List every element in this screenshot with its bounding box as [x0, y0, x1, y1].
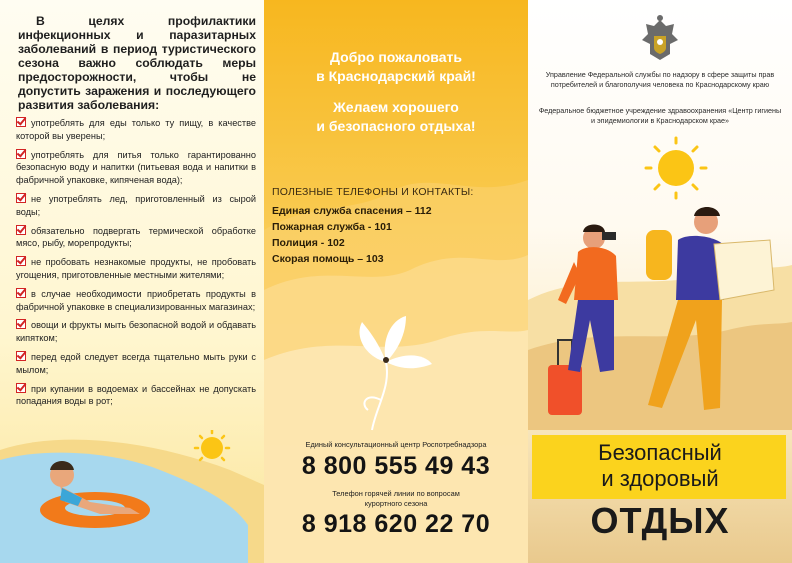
hikers-illustration	[528, 0, 792, 430]
tip-text: овощи и фрукты мыть безопасной водой и обдавать кипятком;	[16, 320, 256, 344]
contact-item: Единая служба спасения – 112	[272, 205, 432, 217]
tip-text: употреблять для питья только гарантированно безопасную воду и напитки (питьевая вода и напитки в фабричной упаковке, кипяченая вода);	[16, 149, 256, 186]
tip-text: в случае необходимости приобретать продукты в фабричной упаковке в специализированных магазинах;	[16, 288, 256, 312]
wish-text	[264, 98, 528, 136]
checkbox-icon	[16, 117, 26, 127]
checkbox-icon	[16, 225, 26, 235]
tip-text: перед едой следует всегда тщательно мыть руки с мылом;	[16, 351, 256, 375]
org-name-rospotrebnadzor: Управление Федеральной службы по надзору в сфере защиты прав потребителей и благополучия человека по Краснодарскому краю	[545, 70, 775, 89]
list-item	[16, 288, 256, 314]
list-item	[16, 225, 256, 251]
swimmer-illustration	[0, 430, 264, 563]
sun-icon	[646, 138, 706, 198]
title-line: Безопасный	[598, 440, 722, 465]
middle-panel	[264, 0, 528, 563]
org-name-center: Федеральное бюджетное учреждение здравоохранения «Центр гигиены и эпидемиологии в Краснодарском крае»	[538, 106, 782, 125]
checkbox-icon	[16, 319, 26, 329]
consult-phone[interactable]: 8 800 555 49 43	[301, 452, 491, 480]
list-item	[16, 351, 256, 377]
title-main: ОТДЫХ	[590, 500, 730, 541]
checkbox-icon	[16, 193, 26, 203]
list-item	[16, 256, 256, 282]
wish-line: Желаем хорошего	[333, 99, 459, 115]
checkbox-icon	[16, 149, 26, 159]
checkbox-icon	[16, 256, 26, 266]
tip-text: употреблять для еды только ту пищу, в качестве которой вы уверены;	[16, 118, 256, 141]
tip-text: не употреблять лед, приготовленный из сырой воды;	[16, 193, 256, 217]
left-panel	[0, 0, 264, 563]
tip-text: при купании в водоемах и бассейнах не допускать попадания воды в рот;	[16, 383, 256, 407]
contacts-title: ПОЛЕЗНЫЕ ТЕЛЕФОНЫ И КОНТАКТЫ:	[272, 186, 474, 198]
contact-item: Полиция - 102	[272, 237, 345, 249]
contact-item: Пожарная служба - 101	[272, 221, 392, 233]
wish-line: и безопасного отдыха!	[316, 118, 476, 134]
checkbox-icon	[16, 351, 26, 361]
welcome-text	[264, 48, 528, 86]
welcome-line: Добро пожаловать	[330, 49, 462, 65]
list-item	[16, 117, 256, 143]
welcome-line: в Краснодарский край!	[316, 68, 476, 84]
title-line: и здоровый	[601, 466, 719, 491]
flower-icon	[346, 312, 436, 432]
tip-text: не пробовать незнакомые продукты, не пробовать угощения, приготовленные местными жителями;	[16, 257, 256, 280]
checkbox-icon	[16, 288, 26, 298]
consult-center-label: Единый консультационный центр Роспотребнадзора	[305, 440, 487, 449]
list-item	[16, 383, 256, 409]
intro-text: В целях профилактики инфекционных и паразитарных заболеваний в период туристического сезона важно соблюдать меры предосторожности, чтобы не допустить заражения и последующего развития заболевания:	[18, 14, 256, 112]
tip-text: обязательно подвергать термической обработке мясо, рыбу, морепродукты;	[16, 225, 256, 249]
hotline-label: Телефон горячей линии по вопросам курортного сезона	[332, 489, 460, 508]
list-item	[16, 149, 256, 187]
list-item	[16, 319, 256, 345]
contact-item: Скорая помощь – 103	[272, 253, 384, 265]
right-panel	[528, 0, 792, 563]
list-item	[16, 193, 256, 219]
sun-icon	[195, 430, 229, 460]
checkbox-icon	[16, 383, 26, 393]
tips-list	[16, 117, 256, 414]
hotline-phone[interactable]: 8 918 620 22 70	[301, 510, 491, 538]
